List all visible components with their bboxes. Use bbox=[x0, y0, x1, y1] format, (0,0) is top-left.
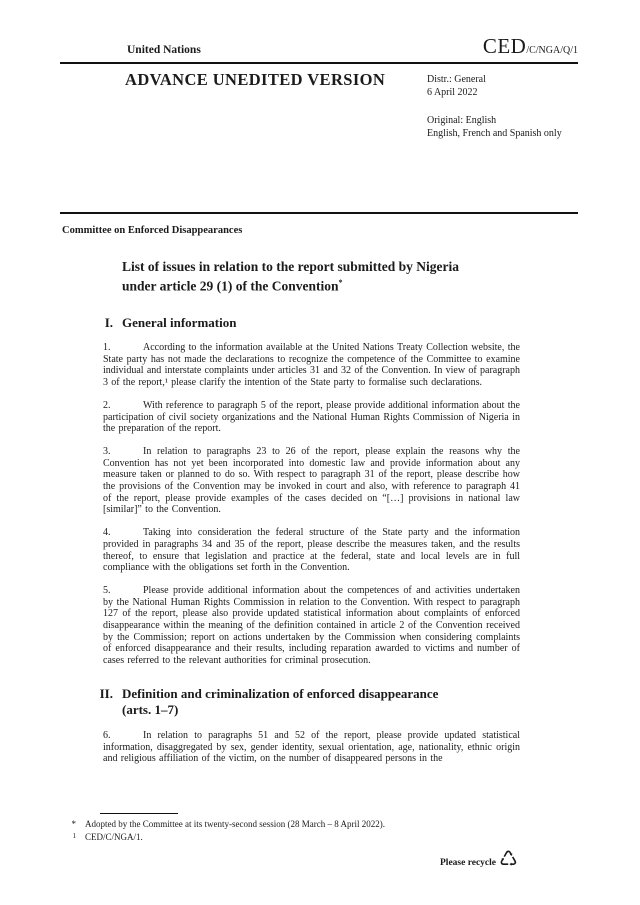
document-title-line2: under article 29 (1) of the Convention bbox=[122, 278, 339, 293]
paragraph-2 bbox=[103, 400, 520, 435]
section-number: I. bbox=[104, 314, 113, 330]
page-content bbox=[60, 0, 578, 765]
paragraph-text: With reference to paragraph 5 of the report, please provide additional information about the participation of civil society organizations and the National Human Rights Commission of Nigeria in the preparation of the report. bbox=[103, 399, 520, 435]
original-language-line: Original: English bbox=[427, 115, 497, 126]
footnote-text: CED/C/NGA/1. bbox=[85, 831, 143, 842]
footnote-marker: 1 bbox=[72, 831, 76, 840]
footnote-1 bbox=[60, 831, 578, 844]
paragraph-3 bbox=[103, 446, 520, 516]
footnote-rule bbox=[100, 813, 178, 814]
paragraph-number: 6. bbox=[103, 729, 111, 741]
footnote-area bbox=[60, 813, 578, 843]
recycle-icon: ♺ bbox=[499, 847, 518, 871]
paragraph-number: 2. bbox=[103, 399, 111, 411]
document-symbol-suffix: /C/NGA/Q/1 bbox=[526, 45, 578, 56]
distribution-line: Distr.: General bbox=[427, 74, 486, 85]
section-title bbox=[122, 686, 552, 719]
please-recycle bbox=[440, 847, 518, 873]
paragraph-text: In relation to paragraphs 51 and 52 of the report, please provide updated statistical information, disaggregated by sex, gender identity, sexual orientation, age, nationality, ethnic origin and religious affiliation of the victim, on the number of disappeared persons in the bbox=[103, 729, 520, 765]
paragraph-4 bbox=[103, 527, 520, 574]
paragraph-1 bbox=[103, 342, 520, 389]
masthead bbox=[60, 0, 578, 59]
advance-unedited-banner: ADVANCE UNEDITED VERSION bbox=[125, 70, 386, 89]
please-recycle-label: Please recycle bbox=[440, 857, 496, 868]
document-symbol bbox=[483, 34, 578, 59]
section-heading-definition-criminalization bbox=[60, 686, 578, 719]
section-heading-general-information bbox=[60, 315, 578, 332]
paragraph-5 bbox=[103, 585, 520, 667]
paragraph-text: Please provide additional information about the competences of and activities undertaken by the National Human Rights Commission in relation to the Convention. With respect to paragraph 127 of the report, please also provide updated statistical information about complaints of enforced disappearance within the meaning of the definition contained in article 2 of the Convention received by the Commission; report on actions undertaken by the Commission when considering complaints of enforced disappearance and their results, including reparation awarded to victims and number of cases referred to the relevant authorities for criminal prosecution. bbox=[103, 584, 520, 667]
paragraph-text: In relation to paragraphs 23 to 26 of the report, please explain the reasons why the Convention has not yet been incorporated into domestic law and provide information about any measure taken or planned to do so. With respect to paragraph 31 of the report, please describe how the provisions of the Convention may be invoked in court and also, with reference to paragraph 41 of the report, please provide examples of the cases decided on “[…] provisions in national law [similar]” to the Convention. bbox=[103, 445, 520, 516]
languages-line: English, French and Spanish only bbox=[427, 128, 562, 139]
paragraph-6 bbox=[103, 730, 520, 765]
committee-name: Committee on Enforced Disappearances bbox=[62, 225, 243, 236]
document-symbol-main: CED bbox=[482, 34, 527, 58]
spacer bbox=[427, 99, 562, 114]
paragraph-number: 1. bbox=[103, 342, 111, 353]
org-name: United Nations bbox=[127, 44, 201, 56]
document-title-line1: List of issues in relation to the report submitted by Nigeria bbox=[122, 259, 459, 274]
paragraph-text: According to the information available at the United Nations Treaty Collection website, the State party has not made the declarations to recognize the competence of the Committee to examine individual and interstate complaints under articles 31 and 32 of the Convention. In view of paragraph 3 of the report,¹ please clarify the intention of the State party to formalise such declarations. bbox=[103, 342, 520, 389]
distribution-block bbox=[427, 73, 562, 140]
section-number: II. bbox=[99, 685, 113, 701]
header-bottom-rule bbox=[60, 212, 578, 214]
paragraph-number: 3. bbox=[103, 445, 111, 457]
section-title-line1: Definition and criminalization of enforced disappearance bbox=[122, 685, 439, 701]
header-body bbox=[60, 64, 578, 212]
paragraph-number: 4. bbox=[103, 527, 111, 539]
footnote-text: Adopted by the Committee at its twenty-second session (28 March – 8 April 2022). bbox=[85, 819, 385, 829]
date-line: 6 April 2022 bbox=[427, 87, 478, 98]
section-title: General information bbox=[122, 314, 237, 330]
footnote-asterisk bbox=[60, 818, 578, 831]
document-title bbox=[122, 259, 562, 294]
paragraph-text: Taking into consideration the federal structure of the State party and the information provided in paragraphs 34 and 35 of the report, please describe the measures taken, and the results thereof, to ensure that legislation and practice at the federal, state and local levels are in full compliance with the obligations set forth in the Convention. bbox=[103, 527, 520, 574]
footnote-marker: * bbox=[71, 819, 76, 829]
paragraph-number: 5. bbox=[103, 584, 111, 596]
section-title-line2: (arts. 1–7) bbox=[122, 702, 179, 718]
title-footnote-marker: * bbox=[338, 277, 343, 287]
